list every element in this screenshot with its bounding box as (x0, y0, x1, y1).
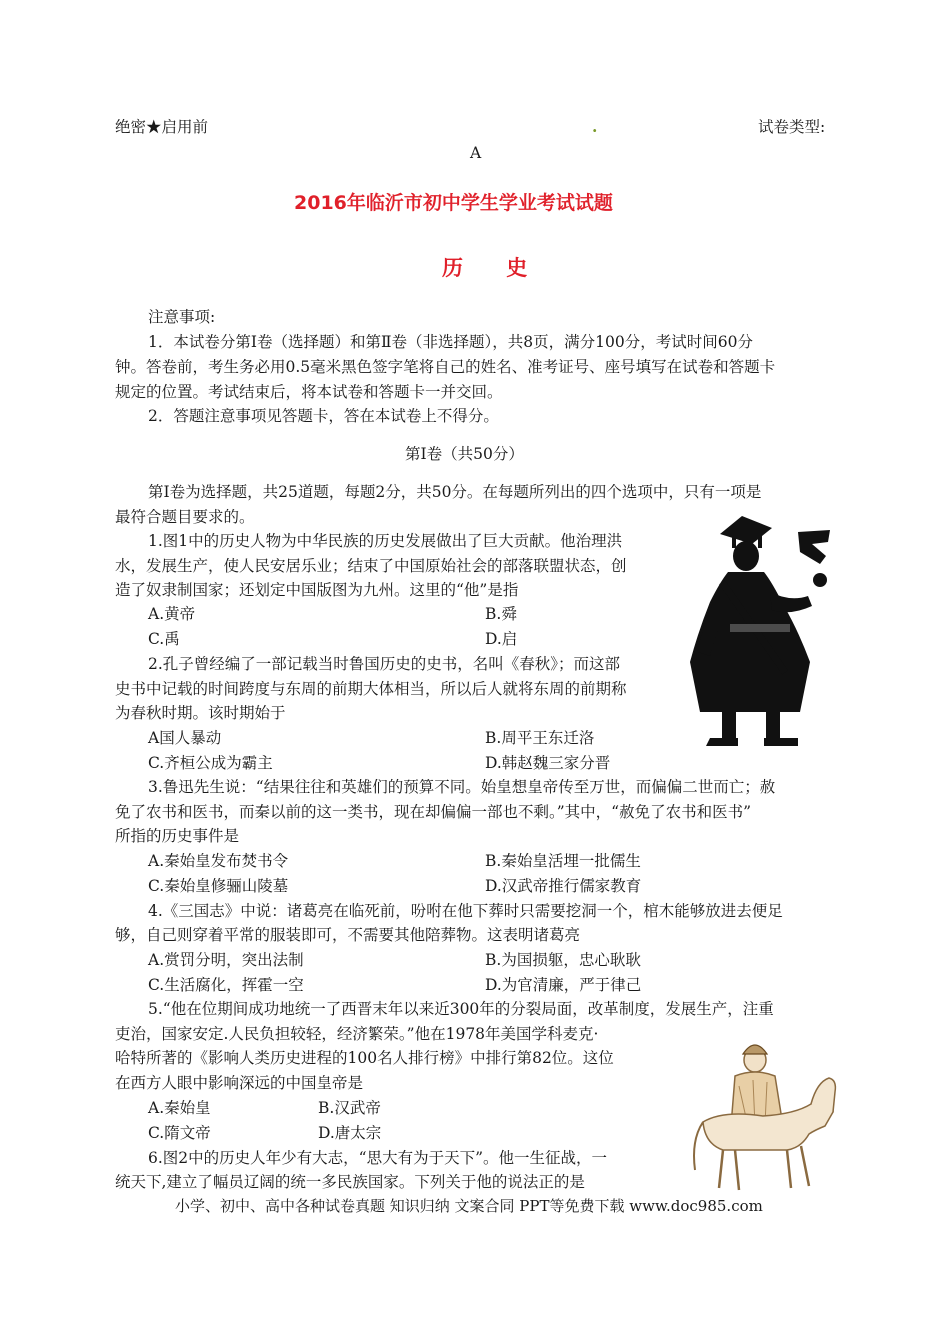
q2-option-b: B.周平王东迁洛 (485, 729, 595, 747)
q3-line1: 3.鲁迅先生说：“结果往往和英雄们的预算不同。始皇想皇帝传至万世，而偏偏二世而亡；赦 (148, 778, 776, 796)
notice-item1-line1: 1．本试卷分第Ⅰ卷（选择题）和第Ⅱ卷（非选择题），共8页，满分100分，考试时间60分 (148, 333, 753, 351)
subject-title: 历 史 (442, 256, 546, 280)
paper-type-letter: A (470, 144, 482, 162)
notice-item1-line3: 规定的位置。考试结束后，将本试卷和答题卡一并交回。 (115, 383, 503, 401)
q1-line1: 1.图1中的历史人物为中华民族的历史发展做出了巨大贡献。他治理洪 (148, 532, 623, 550)
q5-option-b: B.汉武帝 (318, 1099, 381, 1117)
confidentiality-label: 绝密★启用前 (115, 118, 209, 136)
q5-line3: 哈特所著的《影响人类历史进程的100名人排行榜》中排行第82位。这位 (115, 1049, 614, 1067)
q1-option-b: B.舜 (485, 605, 517, 623)
section-intro-line2: 最符合题目要求的。 (115, 508, 255, 526)
q1-option-c: C.禹 (148, 630, 180, 648)
q5-option-c: C.隋文帝 (148, 1124, 211, 1142)
q2-option-d: D.韩赵魏三家分晋 (485, 754, 611, 772)
q4-option-d: D.为官清廉，严于律己 (485, 976, 642, 994)
q5-line4: 在西方人眼中影响深远的中国皇帝是 (115, 1074, 364, 1092)
q3-line3: 所指的历史事件是 (115, 827, 240, 845)
q4-line1: 4.《三国志》中说：诸葛亮在临死前，吩咐在他下葬时只需要挖洞一个，棺木能够放进去便足 (148, 902, 783, 920)
figure-2-emperor-on-horse (683, 1030, 843, 1200)
q3-line2: 免了农书和医书，而秦以前的这一类书，现在却偏偏一部也不剩。”其中，“赦免了农书和医书” (115, 803, 752, 821)
q5-line1: 5.“他在位期间成功地统一了西晋末年以来近300年的分裂局面，改革制度，发展生产，注重 (148, 1000, 774, 1018)
figure-1-yu-illustration (680, 512, 840, 752)
q3-option-c: C.秦始皇修骊山陵墓 (148, 877, 289, 895)
notice-heading: 注意事项: (148, 308, 216, 326)
q2-line2: 史书中记载的时间跨度与东周的前期大体相当，所以后人就将东周的前期称 (115, 680, 627, 698)
q6-line2: 统天下,建立了幅员辽阔的统一多民族国家。下列关于他的说法正的是 (115, 1173, 585, 1191)
header-dot: . (592, 117, 598, 136)
paper-type-label: 试卷类型: (758, 118, 826, 136)
q4-line2: 够，自己则穿着平常的服装即可，不需要其他陪葬物。这表明诸葛亮 (115, 926, 581, 944)
q2-line3: 为春秋时期。该时期始于 (115, 704, 286, 722)
section-intro-line1: 第Ⅰ卷为选择题，共25道题，每题2分，共50分。在每题所列出的四个选项中，只有一项是 (148, 483, 762, 501)
q5-option-d: D.唐太宗 (318, 1124, 382, 1142)
q6-line1: 6.图2中的历史人年少有大志，“思大有为于天下”。他一生征战，一 (148, 1149, 608, 1167)
q1-line2: 水，发展生产，使人民安居乐业；结束了中国原始社会的部落联盟状态，创 (115, 557, 627, 575)
q3-option-b: B.秦始皇活埋一批儒生 (485, 852, 641, 870)
q1-option-a: A.黄帝 (148, 605, 196, 623)
q5-option-a: A.秦始皇 (148, 1099, 211, 1117)
q4-option-b: B.为国损躯，忠心耿耿 (485, 951, 641, 969)
q1-option-d: D.启 (485, 630, 518, 648)
notice-item1-line2: 钟。答卷前，考生务必用0.5毫米黑色签字笔将自己的姓名、准考证号、座号填写在试卷和答题卡 (115, 358, 776, 376)
q2-option-c: C.齐桓公成为霸主 (148, 754, 273, 772)
q4-option-a: A.赏罚分明，突出法制 (148, 951, 304, 969)
q2-option-a: A国人暴动 (148, 729, 222, 747)
q5-line2: 吏治，国家安定.人民负担较轻，经济繁荣。”他在1978年美国学科麦克· (115, 1025, 599, 1043)
q2-line1: 2.孔子曾经编了一部记载当时鲁国历史的史书，名叫《春秋》；而这部 (148, 655, 621, 673)
footer-note: 小学、初中、高中各种试卷真题 知识归纳 文案合同 PPT等免费下载 www.doc985.com (175, 1197, 763, 1215)
section-heading: 第Ⅰ卷（共50分） (405, 445, 524, 463)
q4-option-c: C.生活腐化，挥霍一空 (148, 976, 304, 994)
q3-option-d: D.汉武帝推行儒家教育 (485, 877, 642, 895)
notice-item2: 2．答题注意事项见答题卡，答在本试卷上不得分。 (148, 407, 499, 425)
q1-line3: 造了奴隶制国家；还划定中国版图为九州。这里的“他”是指 (115, 581, 519, 599)
q3-option-a: A.秦始皇发布焚书令 (148, 852, 289, 870)
exam-title: 2016年临沂市初中学生学业考试试题 (294, 192, 613, 214)
